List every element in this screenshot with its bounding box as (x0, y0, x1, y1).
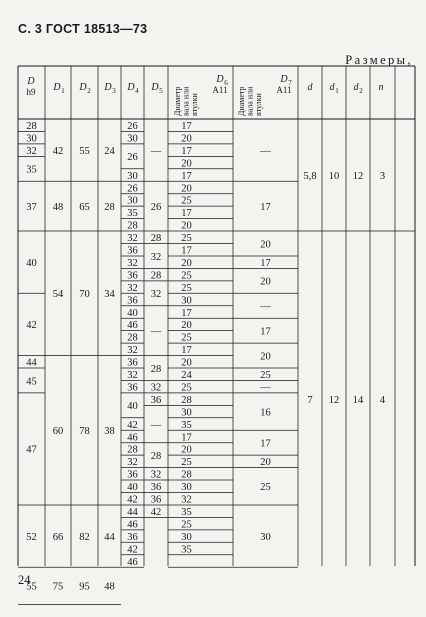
cell-shaft: 25 (181, 282, 192, 294)
cell-D2: 55 (79, 145, 90, 157)
cell-shaft: 28 (181, 469, 192, 481)
page-number: 24 (18, 573, 31, 587)
hdr-d2-sub: 2 (359, 87, 363, 95)
cell-D7: 17 (260, 201, 271, 213)
cell-D7: 30 (260, 531, 271, 543)
svg-text:вала или: вала или (245, 86, 255, 116)
hdr-D5-sub: 5 (159, 87, 163, 95)
cell-D5: 42 (150, 506, 162, 518)
cell-D4: 30 (127, 170, 138, 182)
cell-D5: 28 (150, 270, 162, 282)
cell-shaft: 17 (181, 307, 192, 319)
cell-shaft: 28 (181, 394, 192, 406)
cell-shaft: 24 (181, 370, 192, 382)
cell-D: 45 (26, 376, 37, 388)
cell-shaft: 17 (181, 245, 192, 257)
cell-D7: 25 (260, 370, 271, 382)
cell-shaft: 25 (181, 233, 192, 245)
cell-shaft: 25 (181, 457, 192, 469)
hdr-D3: D (104, 82, 112, 93)
cell-shaft: 17 (181, 145, 192, 157)
cell-D5: 32 (150, 382, 162, 394)
hdr-D1-sub: 1 (61, 87, 65, 95)
hdr-n: n (378, 82, 384, 93)
cell-D5: — (150, 419, 162, 431)
cell-D4: 36 (127, 270, 138, 282)
svg-text:вала или: вала или (181, 86, 191, 116)
hdr-d1-sub: 1 (335, 87, 339, 95)
hdr-D1: D (53, 82, 61, 93)
cell-D2: 78 (79, 426, 90, 438)
cell-shaft: 17 (181, 170, 192, 182)
cell-n: 4 (379, 394, 386, 406)
cell-D5: — (150, 326, 162, 338)
cell-D2: 65 (79, 201, 90, 213)
cell-shaft: 20 (181, 158, 192, 170)
hdr-D6-sub: 6 (224, 79, 228, 87)
cell-D4: 35 (127, 208, 138, 220)
cell-D: 52 (26, 531, 37, 543)
cell-D4: 36 (127, 245, 138, 257)
cell-shaft: 25 (181, 382, 192, 394)
cell-D4: 40 (127, 307, 138, 319)
cell-d2: 12 (352, 170, 364, 182)
cell-D4: 26 (127, 183, 138, 195)
table-body-rules (18, 131, 415, 604)
cell-D: 47 (26, 444, 37, 456)
cell-shaft: 17 (181, 432, 192, 444)
cell-D5: 28 (150, 233, 162, 245)
cell-shaft: 20 (181, 133, 192, 145)
svg-text:Диаметр: Диаметр (173, 86, 182, 116)
cell-D5: — (150, 145, 162, 157)
cell-D4: 42 (127, 419, 138, 431)
hdr-D5: D (151, 82, 159, 93)
cell-D5: 36 (150, 482, 162, 494)
cell-shaft: 25 (181, 519, 192, 531)
cell-D3: 34 (104, 289, 115, 301)
table-caption: Размеры, (345, 53, 413, 67)
cell-D4: 40 (127, 482, 138, 494)
cell-D2: 70 (79, 289, 90, 301)
cell-D7: 16 (260, 407, 271, 419)
cell-D4: 36 (127, 469, 138, 481)
cell-shaft: 20 (181, 320, 192, 332)
cell-D7: 17 (260, 326, 271, 338)
cell-D5: 32 (150, 289, 162, 301)
cell-D7: — (260, 145, 271, 157)
hdr-D4: D (127, 82, 135, 93)
cell-D4: 36 (127, 295, 138, 307)
cell-D7: — (260, 382, 271, 394)
cell-D4: 42 (127, 544, 138, 556)
cell-D5: 36 (150, 494, 162, 506)
cell-shaft: 20 (181, 220, 192, 232)
cell-D3: 28 (104, 201, 115, 213)
cell-D1: 48 (52, 201, 64, 213)
cell-shaft: 20 (181, 257, 192, 269)
cell-D4: 26 (127, 121, 138, 133)
hdr-D2-sub: 2 (87, 87, 91, 95)
cell-shaft: 30 (181, 482, 192, 494)
cell-shaft: 30 (181, 531, 192, 543)
hdr-D7: D (280, 74, 288, 85)
cell-D4: 30 (127, 195, 138, 207)
cell-D1: 66 (52, 531, 64, 543)
cell-D: 55 (26, 581, 37, 593)
cell-shaft: 17 (181, 345, 192, 357)
cell-d1: 10 (328, 170, 340, 182)
cell-D5: 32 (150, 469, 162, 481)
cell-shaft: 20 (181, 444, 192, 456)
cell-D4: 28 (127, 332, 138, 344)
cell-D4: 26 (127, 152, 138, 164)
cell-D4: 36 (127, 357, 138, 369)
cell-shaft: 30 (181, 295, 192, 307)
cell-shaft: 35 (181, 544, 192, 556)
hdr-D: D (27, 76, 35, 87)
cell-D4: 32 (127, 345, 138, 357)
cell-D4: 32 (127, 257, 138, 269)
cell-D3: 24 (104, 145, 115, 157)
hdr-D6-tol: A11 (212, 85, 228, 95)
cell-shaft: 25 (181, 332, 192, 344)
cell-d: 5,8 (303, 170, 317, 182)
cell-shaft: 32 (181, 494, 192, 506)
hdr-D2: D (79, 82, 87, 93)
cell-n: 3 (379, 170, 386, 182)
cell-D1: 42 (52, 145, 64, 157)
cell-shaft: 17 (181, 121, 192, 133)
cell-D7: 20 (260, 239, 271, 251)
cell-D5: 32 (150, 251, 162, 263)
cell-D1: 60 (52, 426, 64, 438)
cell-D7: 20 (260, 276, 271, 288)
cell-D: 35 (26, 164, 37, 176)
hdr-D-sub: h9 (26, 87, 36, 97)
cell-d2: 14 (352, 394, 364, 406)
cell-D7: 20 (260, 351, 271, 363)
cell-shaft: 17 (181, 208, 192, 220)
cell-d1: 12 (328, 394, 340, 406)
cell-D4: 46 (127, 432, 138, 444)
cell-shaft: 35 (181, 419, 192, 431)
cell-D4: 32 (127, 282, 138, 294)
hdr-D3-sub: 3 (112, 87, 116, 95)
cell-D: 30 (26, 133, 37, 145)
cell-D5: 36 (150, 394, 162, 406)
hdr-bush-diam (237, 86, 263, 116)
cell-D4: 46 (127, 556, 138, 568)
cell-D4: 46 (127, 320, 138, 332)
cell-D4: 42 (127, 494, 138, 506)
cell-D1: 54 (52, 289, 64, 301)
cell-shaft: 20 (181, 357, 192, 369)
cell-D3: 48 (104, 581, 115, 593)
page-header: С. 3 ГОСТ 18513—73 (18, 22, 148, 36)
hdr-d2: d (353, 82, 359, 93)
svg-text:втулки: втулки (254, 93, 263, 116)
cell-D5: 28 (150, 450, 162, 462)
svg-text:втулки: втулки (190, 93, 199, 116)
cell-D7: 17 (260, 438, 271, 450)
hdr-D7-sub: 7 (288, 79, 292, 87)
cell-D3: 38 (104, 426, 115, 438)
cell-D7: — (260, 301, 271, 313)
cell-D5: 26 (150, 201, 162, 213)
cell-D5: 28 (150, 363, 162, 375)
cell-D1: 75 (52, 581, 64, 593)
cell-D4: 36 (127, 382, 138, 394)
cell-D4: 32 (127, 457, 138, 469)
cell-D7: 17 (260, 257, 271, 269)
hdr-d: d (307, 82, 313, 93)
hdr-shaft-diam (173, 86, 199, 116)
cell-D: 32 (26, 145, 37, 157)
cell-D4: 40 (127, 401, 138, 413)
cell-D7: 20 (260, 457, 271, 469)
cell-shaft: 30 (181, 407, 192, 419)
cell-D4: 32 (127, 233, 138, 245)
cell-D4: 36 (127, 531, 138, 543)
cell-shaft: 25 (181, 195, 192, 207)
cell-D4: 32 (127, 370, 138, 382)
cell-D2: 82 (79, 531, 90, 543)
hdr-D7-tol: A11 (276, 85, 292, 95)
hdr-D4-sub: 4 (135, 87, 139, 95)
cell-shaft: 20 (181, 183, 192, 195)
cell-D: 42 (26, 320, 37, 332)
cell-D: 40 (26, 257, 37, 269)
cell-D4: 28 (127, 220, 138, 232)
cell-shaft: 35 (181, 506, 192, 518)
hdr-d1: d (329, 82, 335, 93)
cell-D4: 44 (127, 506, 138, 518)
cell-D4: 30 (127, 133, 138, 145)
cell-D: 37 (26, 201, 37, 213)
cell-D2: 95 (79, 581, 90, 593)
svg-text:Диаметр: Диаметр (237, 86, 246, 116)
cell-shaft: 25 (181, 270, 192, 282)
table-body-cells (26, 121, 386, 593)
cell-D3: 44 (104, 531, 115, 543)
cell-D4: 28 (127, 444, 138, 456)
cell-d: 7 (307, 394, 313, 406)
hdr-D6: D (216, 74, 224, 85)
cell-D: 44 (26, 357, 37, 369)
cell-D: 28 (26, 121, 37, 133)
cell-D4: 46 (127, 519, 138, 531)
cell-D7: 25 (260, 482, 271, 494)
